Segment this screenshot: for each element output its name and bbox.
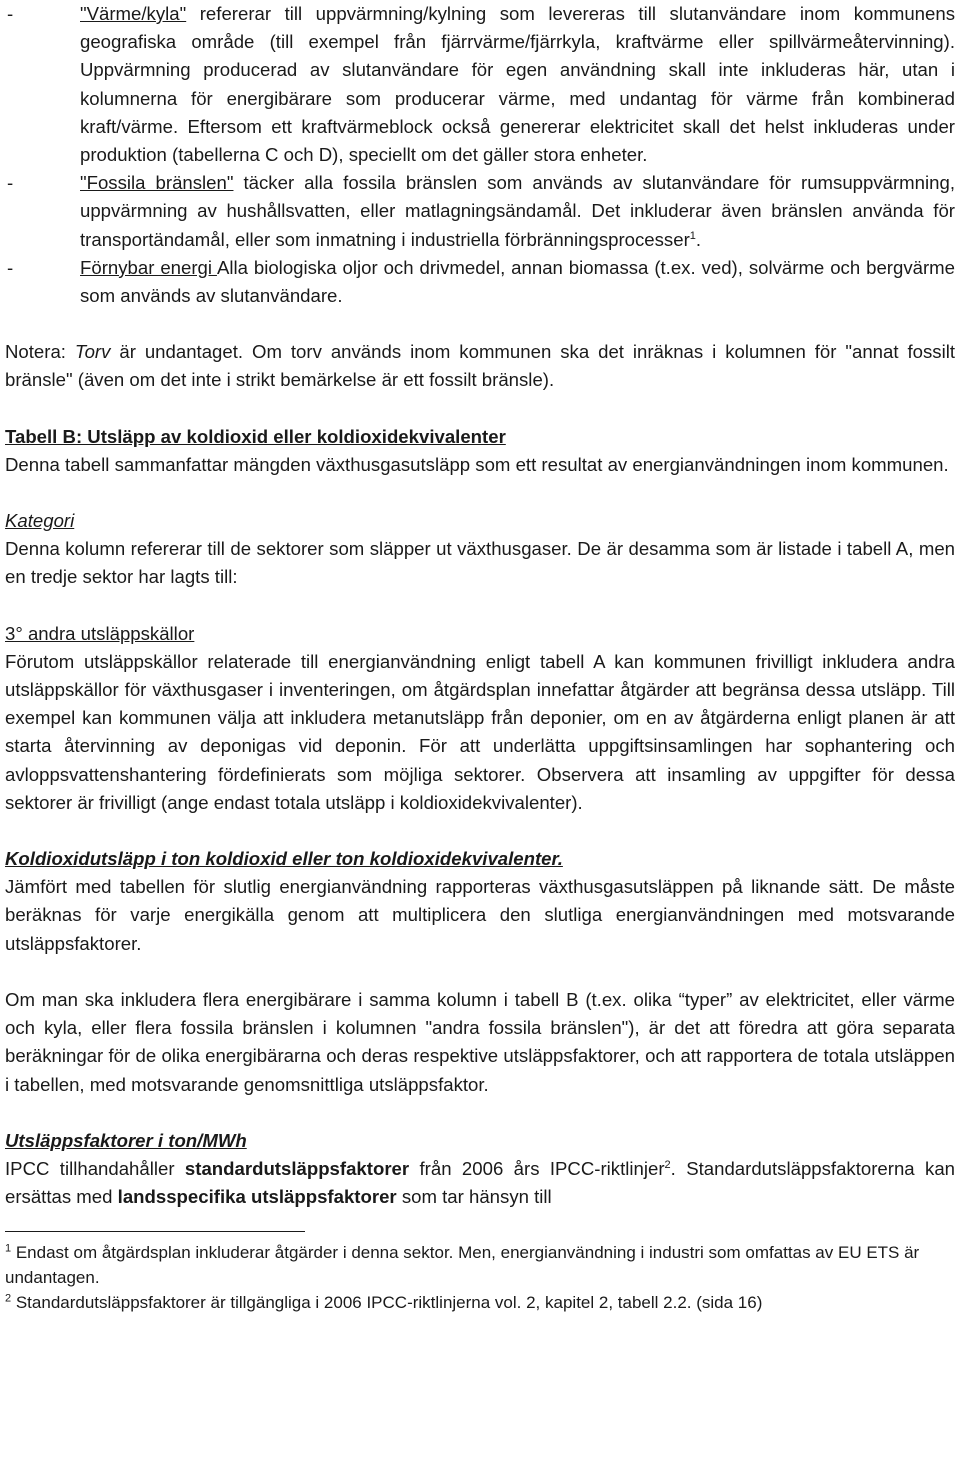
bullet-tail: . [695,228,702,250]
andra-heading: 3° andra utsläppskällor [5,622,195,644]
table-b-intro: Denna tabell sammanfattar mängden växthusgasutsläpp som ett resultat av energianvändningen inom kommunen. [5,453,949,475]
faktorer-text-4: som tar hänsyn till [396,1186,552,1208]
footnote-ref-1[interactable]: 1 [689,229,696,242]
bullet-fornybar-energi [5,254,955,310]
faktorer-text-1: IPCC tillhandahåller [5,1157,185,1179]
footnote-number: 2 [5,1292,12,1305]
faktorer-text [5,1155,955,1211]
table-b-heading: Tabell B: Utsläpp av koldioxid eller koldioxidekvivalenter [5,425,506,447]
term-fornybar-energi: Förnybar energi [80,256,217,278]
kategori-heading: Kategori [5,510,75,532]
footnote-number: 1 [5,1242,12,1255]
andra-text: Förutom utsläppskällor relaterade till energianvändning enligt tabell A kan kommunen frivilligt inkludera andra utsläppskällor för växthusgaser i inventeringen, om åtgärdsplan innefattar åtgärder att begränsa dessa utsläpp. Till exempel kan kommunen välja att inkludera metanutsläpp från deponier, om en av åtgärderna enligt planen är att starta återvinning av deponigas vid deponin. För att underlätta uppgiftsinsamlingen har sophantering och avloppsvattenshantering fördefinierats som möjliga sektorer. Observera att insamling av uppgifter för dessa sektorer är frivilligt (ange endast totala utsläpp i koldioxidekvivalenter). [5,650,955,813]
country-factors-term: landsspecifika utsläppsfaktorer [117,1186,397,1208]
footnote-text: Standardutsläppsfaktorer är tillgängliga i 2006 IPCC-riktlinjerna vol. 2, kapitel 2, tabell 2.2. (sida 16) [11,1293,763,1313]
bullet-dash: - [7,3,14,24]
note-prefix: Notera: [5,341,75,363]
bullet-dash: - [7,172,14,194]
bullet-text: Alla biologiska oljor och drivmedel, annan biomassa (t.ex. ved), solvärme och bergvärme som används av slutanvändare. [80,256,955,307]
term-fossila-branslen: "Fossila bränslen" [80,172,234,194]
standard-factors-term: standardutsläppsfaktorer [184,1157,410,1179]
footnote-text: Endast om åtgärdsplan inkluderar åtgärder i denna sektor. Men, energianvändning i industri som omfattas av EU ETS är undantagen. [5,1243,920,1288]
footnote-2 [5,1290,955,1315]
bullet-text: refererar till uppvärmning/kylning som levereras till slutanvändare inom kommunens geografiska område (till exempel från fjärrvärme/fjärrkyla, kraftvärme eller spillvärmeåtervinning). Uppvärmning producerad av slutanvändare för egen användning skall inte inkluderas här, utan i kolumnerna för energibärare som producerar värme, med undantag för värme från kombinerad kraft/värme. Eftersom ett kraftvärmeblock också genererar elektricitet skall det helst inkluderas under produktion (tabellerna C och D), speciellt om det gäller stora enheter. [80,3,955,166]
koldioxid-text-1: Jämfört med tabellen för slutlig energianvändning rapporteras växthusgasutsläppen på liknande sätt. De måste beräknas för varje energikälla genom att multiplicera den slutliga energianvändningen med motsvarande utsläppsfaktorer. [5,876,955,954]
note-text: är undantaget. Om torv används inom kommunen ska det inräknas i kolumnen för "annat fossilt bränsle" (även om det inte i strikt bemärkelse är ett fossilt bränsle). [5,341,955,391]
note-torv: Torv [74,341,111,363]
bullet-fossila-branslen [5,169,955,254]
bullet-varme-kyla [5,0,955,169]
bullet-dash: - [7,256,14,278]
document-page [5,0,955,1315]
koldioxid-text-2: Om man ska inkludera flera energibärare i samma kolumn i tabell B (t.ex. olika “typer” av elektricitet, eller värme och kyla, eller flera fossila bränslen i kolumnen "andra fossila bränslen"), är det att föredra att göra separata beräkningar för de olika energibärarna och deras respektive utsläppsfaktorer, och att rapportera de totala utsläppen i tabellen, med motsvarande genomsnittliga utsläppsfaktor. [5,988,955,1095]
koldioxid-heading: Koldioxidutsläpp i ton koldioxid eller ton koldioxidekvivalenter. [5,848,563,870]
faktorer-text-3: . Standardutsläppsfaktorerna kan ersättas med [5,1157,955,1208]
footnote-ref-2[interactable]: 2 [664,1158,671,1171]
faktorer-text-2: från 2006 års IPCC-riktlinjer [409,1157,665,1179]
footnote-1 [5,1240,955,1290]
faktorer-heading: Utsläppsfaktorer i ton/MWh [5,1129,247,1151]
note-paragraph [5,338,955,394]
term-varme-kyla: "Värme/kyla" [80,3,187,24]
footnote-divider [5,1231,305,1232]
bullet-text: täcker alla fossila bränslen som används av slutanvändare för rumsuppvärmning, uppvärmning av hushållsvatten, eller matlagningsändamål. Det inkluderar även bränslen använda för transportändamål, eller som inmatning i industriella förbränningsprocesser [80,172,955,250]
kategori-text: Denna kolumn refererar till de sektorer som släpper ut växthusgaser. De är desamma som är listade i tabell A, men en tredje sektor har lagts till: [5,538,955,588]
